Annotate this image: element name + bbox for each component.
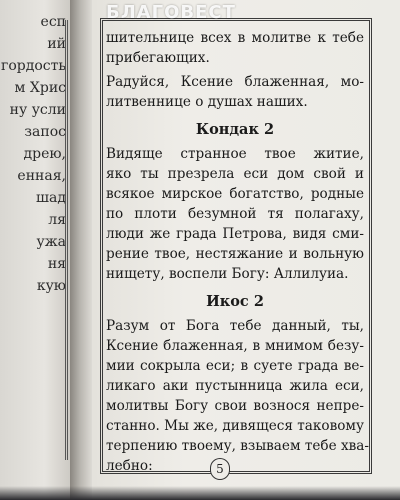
text-line: мии сокрыла еси; в суете града ве- bbox=[106, 358, 364, 374]
text-line: люди же града Петрова, видя сми- bbox=[106, 226, 364, 242]
text-line: станно. Мы же, дивящеся таковому bbox=[106, 418, 365, 434]
text-line: литвеннице о душах наших. bbox=[106, 94, 308, 110]
text-line: прибегающих. bbox=[106, 50, 210, 66]
text-line: лебно: bbox=[106, 458, 153, 474]
prayer-text bbox=[106, 28, 369, 476]
text-line: всякое мирское богатство, родные bbox=[106, 186, 364, 202]
left-page-fragment: есп bbox=[40, 14, 66, 30]
kontakion-paragraph bbox=[106, 144, 364, 284]
text-line: рение твое, нестяжание и вольную bbox=[106, 246, 364, 262]
text-line: молитвы Богу свои вознося непре- bbox=[106, 398, 364, 414]
right-page bbox=[92, 0, 400, 500]
left-page-fragment: м Хрис bbox=[14, 80, 66, 96]
left-page-border bbox=[61, 20, 68, 460]
ikos-heading: Икос 2 bbox=[206, 293, 264, 310]
watermark: БЛАГОВЕСТ bbox=[106, 2, 236, 23]
left-page-fragment: гордость bbox=[1, 58, 66, 74]
text-line: терпению твоему, взываем тебе хва- bbox=[106, 438, 369, 454]
shadow bbox=[0, 486, 400, 500]
intro-paragraph bbox=[106, 28, 364, 68]
text-line: Разум от Бога тебе данный, ты, bbox=[106, 318, 364, 334]
left-page-fragment: ий bbox=[47, 36, 66, 52]
kontakion-heading: Кондак 2 bbox=[195, 121, 275, 138]
text-line: ликаго аки пустынница жила еси, bbox=[106, 378, 364, 394]
left-page-fragment: ля bbox=[48, 212, 66, 228]
rejoice-paragraph bbox=[106, 72, 364, 112]
page-number: 5 bbox=[210, 458, 230, 480]
ikos-paragraph bbox=[106, 316, 369, 476]
text-line: Ксение блаженная, в мнимом безу- bbox=[106, 338, 364, 354]
left-page-fragment: ужа bbox=[36, 234, 66, 250]
left-page-fragment: енная, bbox=[17, 168, 66, 184]
left-page-fragment: ну усли bbox=[9, 102, 66, 118]
left-page-fragment: кую bbox=[36, 278, 66, 294]
left-page-fragment: ня bbox=[47, 256, 66, 272]
text-line: шительнице всех в молитве к тебе bbox=[106, 30, 364, 46]
text-line: Радуйся, Ксение блаженная, мо- bbox=[106, 74, 364, 90]
text-line: Видяще странное твое житие, bbox=[106, 146, 364, 162]
left-page bbox=[0, 0, 74, 500]
text-line: нищету, воспели Богу: Аллилуиа. bbox=[106, 266, 349, 282]
left-page-fragment: шад bbox=[36, 190, 66, 206]
text-line: яко ты презрела еси дом свой и bbox=[106, 166, 364, 182]
text-line: по плоти безумной тя полагаху, bbox=[106, 206, 364, 222]
left-page-fragment: запос bbox=[24, 124, 66, 140]
left-page-fragment: дрею, bbox=[23, 146, 66, 162]
